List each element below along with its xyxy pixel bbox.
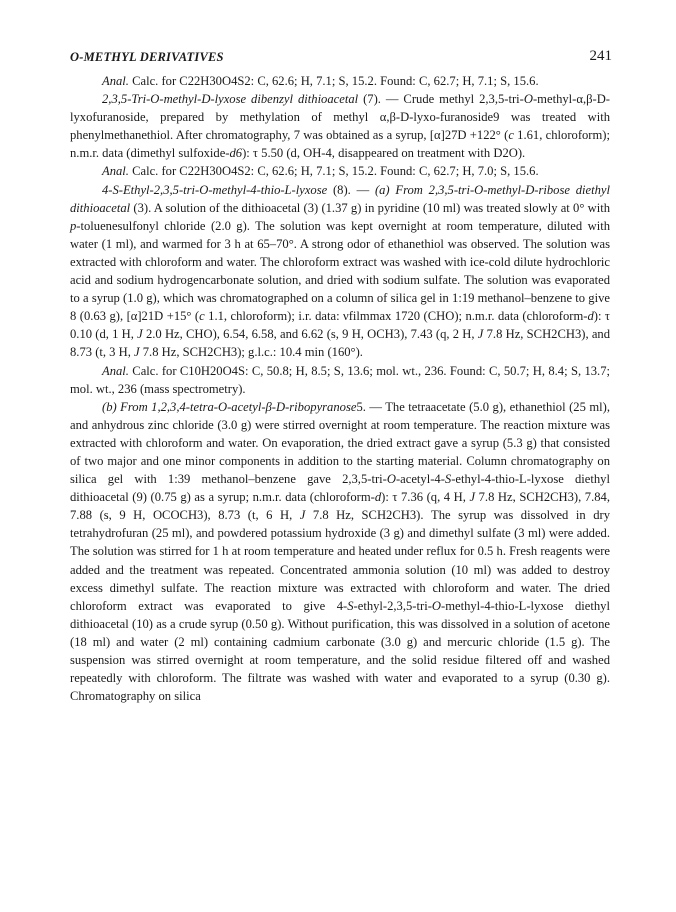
- page-header: [70, 50, 612, 68]
- text-segment: -acetyl-4-: [395, 472, 445, 487]
- running-head: O-METHYL DERIVATIVES: [70, 50, 224, 64]
- text-segment: Calc. for C22H30O4S2: C, 62.6; H, 7.1; S, 15.2. Found: C, 62.7; H, 7.1; S, 15.6.: [128, 74, 539, 88]
- text-segment: p: [70, 218, 77, 233]
- text-segment: ): τ 7.36 (q, 4 H,: [381, 490, 470, 505]
- text-segment: (b) From 1,2,3,4-tetra-O-acetyl-β-D-ribopyranose: [102, 399, 357, 414]
- paragraph: [70, 90, 610, 162]
- text-segment: (8). —: [327, 182, 375, 197]
- text-segment: -toluenesulfonyl chloride (2.0 g). The solution was kept overnight at room temperature, diluted with water (1 ml), and warmed for 3 h at 65–70°. A strong odor of ethanethiol was observed. The solution was extracted with chloroform and water. The chloroform extract was washed with ice-cold dilute hydrochloric acid and sodium hydrogencarbonate solution, and dried with sodium sulfate. The solution was evaporated to a syrup (1.0 g), which was chromatographed on a column of silica gel in 1:19 methanol–benzene to give 8 (0.63 g), [α]21D +15° (: [70, 218, 610, 324]
- text-segment: (a) From 2,3,5-tri-O-methyl-D-ribose diethyl dithioacetal: [70, 182, 610, 215]
- text-segment: ): τ 0.10 (d, 1 H,: [70, 309, 610, 342]
- text-segment: -ethyl-4-thio-L-lyxose diethyl dithioacetal (9) (0.75 g) as a syrup; n.m.r. data (chloroform-: [70, 472, 610, 505]
- text-segment: 5. — The tetraacetate (5.0 g), ethanethiol (25 ml), and anhydrous zinc chloride (3.0 g) were stirred overnight at room temperature. The reaction mixture was extracted with chloroform and water. On evaporation, the dried extract gave a syrup (5.3 g) that consisted of two major and one minor components in addition to the starting material. Column chromatography on silica gel with 1:39 methanol–benzene gave 2,3,5-tri-: [70, 399, 610, 487]
- text-segment: 7.8 Hz, SCH2CH3), and 8.73 (t, 3 H,: [70, 327, 611, 360]
- text-segment: 7.8 Hz, SCH2CH3), 7.84, 7.88 (s, 9 H, OCOCH3), 8.73 (t, 6 H,: [70, 490, 610, 523]
- paragraph: [70, 398, 610, 706]
- text-segment: -ethyl-2,3,5-tri-: [353, 598, 432, 613]
- paragraph: [70, 362, 610, 398]
- text-segment: d6: [229, 146, 243, 161]
- page-number: 241: [589, 48, 612, 64]
- text-segment: O: [431, 598, 441, 613]
- text-segment: -methyl-4-thio-L-lyxose diethyl dithioacetal (10) as a crude syrup (0.50 g). Without purification, this was dissolved in a solution of acetone (18 ml) and water (2 ml) containing cadmium carbonate (3.0 g) and mercuric chloride (1.5 g). The suspension was stirred overnight at room temperature, and the solid residue filtered off and washed repeatedly with chloroform. The filtrate was washed with water and evaporated to a syrup (0.30 g). Chromatography on silica: [70, 598, 610, 704]
- body-text: [70, 72, 610, 705]
- text-segment: J: [469, 490, 476, 505]
- text-segment: 1.1, chloroform); i.r. data: νfilmmax 1720 (CHO); n.m.r. data (chloroform-: [204, 309, 588, 324]
- paragraph: [70, 72, 610, 90]
- text-segment: 1.61, chloroform); n.m.r. data (dimethyl sulfoxide-: [70, 128, 610, 161]
- text-segment: J: [137, 327, 143, 342]
- text-segment: 4-S-Ethyl-2,3,5-tri-O-methyl-4-thio-L-lyxose: [102, 182, 328, 197]
- text-segment: J: [477, 327, 484, 342]
- text-segment: d: [374, 490, 382, 505]
- text-segment: 2,3,5-Tri-O-methyl-D-lyxose dibenzyl dithioacetal: [102, 92, 359, 107]
- text-segment: S: [347, 598, 354, 613]
- text-segment: c: [508, 128, 514, 143]
- text-segment: Anal.: [102, 74, 129, 88]
- text-segment: Calc. for C22H30O4S2: C, 62.6; H, 7.1; S, 15.2. Found: C, 62.7; H, 7.0; S, 15.6.: [128, 164, 539, 179]
- text-segment: J: [134, 345, 140, 360]
- text-segment: O: [386, 472, 396, 487]
- text-segment: J: [299, 508, 306, 523]
- text-segment: (3). A solution of the dithioacetal (3) (1.37 g) in pyridine (10 ml) was treated slowly at 0° with: [130, 200, 610, 215]
- text-segment: Anal.: [102, 164, 129, 179]
- text-segment: d: [587, 309, 594, 324]
- text-segment: (7). — Crude methyl 2,3,5-tri-: [358, 92, 524, 107]
- text-segment: Calc. for C10H20O4S: C, 50.8; H, 8.5; S, 13.6; mol. wt., 236. Found: C, 50.7; H, 8.4; S, 13.7; mol. wt., 236 (mass spectrometry).: [70, 363, 610, 396]
- text-segment: c: [199, 309, 205, 324]
- text-segment: O: [523, 92, 533, 107]
- text-segment: -methyl-α,β-D-lyxofuranoside, prepared by methylation of methyl α,β-D-lyxo-furanoside9 was treated with phenylmethanethiol. After chromatography, 7 was obtained as a syrup, [α]27D +122° (: [70, 92, 610, 143]
- text-segment: 7.8 Hz, SCH2CH3). The syrup was dissolved in dry tetrahydrofuran (25 ml), and powdered potassium hydroxide (3 g) and dimethyl sulfate (3 ml) were added. The solution was stirred for 1 h at room temperature and heated under reflux for 0.5 h. Fresh reagents were added and the treatment was repeated. Concentrated ammonia solution (10 ml) was added to destroy excess dimethyl sulfate. The reaction mixture was extracted with chloroform and water. The dried chloroform extract was evaporated to give 4-: [70, 508, 610, 613]
- text-segment: Anal.: [102, 363, 129, 378]
- text-segment: 7.8 Hz, SCH2CH3); g.l.c.: 10.4 min (160°).: [139, 345, 363, 360]
- text-segment: 2.0 Hz, CHO), 6.54, 6.58, and 6.62 (s, 9 H, OCH3), 7.43 (q, 2 H,: [142, 327, 478, 342]
- paragraph: [70, 181, 610, 362]
- paragraph: [70, 162, 610, 180]
- text-segment: S: [444, 472, 452, 487]
- text-segment: ): τ 5.50 (d, OH-4, disappeared on treatment with D2O).: [242, 146, 526, 161]
